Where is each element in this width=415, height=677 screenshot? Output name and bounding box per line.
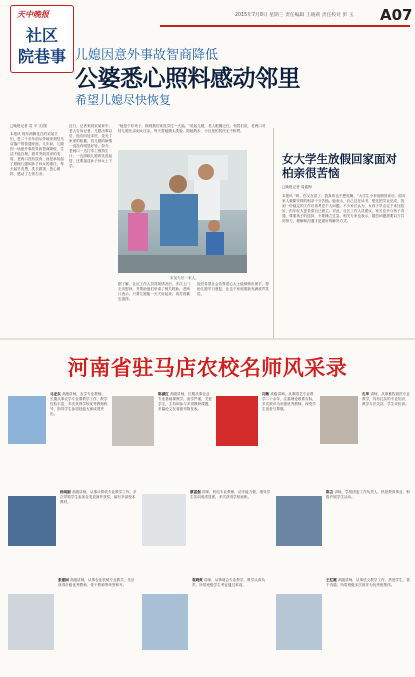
section-logo [10,5,74,73]
main-col-3: “她是个好孩子，嫁到我们家没享过一天福。”说起儿媳，老人眼圈泛红。邻居们说，老两口对待儿媳比亲闺女还亲，每天帮她梳头洗脸，陪她散步，小区里的居民无不称赞。 [118,124,266,133]
teacher-bio: 讲师，从事财会专业教学，教学认真负责，所带班级学生考证通过率高。 [192,578,266,587]
header-rule [160,25,410,27]
teacher-bio: 高级讲师，从事农业机械专业教学，先后获得市级优秀教师、骨干教师等荣誉称号。 [58,578,135,587]
teacher-card [8,578,138,670]
teacher-name: 杨纯刚 [60,490,71,494]
main-headline: 公婆悉心照料感动邻里 [75,66,300,92]
teacher-name: 陈言 [326,490,334,494]
teacher-name: 张建国 [58,578,69,582]
section-rule [0,338,415,340]
side-byline: □晚报记者 周素梅 [282,185,312,189]
teacher-name: 孔华 [362,392,370,396]
teacher-portrait [142,494,186,546]
teacher-card [276,578,410,670]
teacher-name: 闫敏 [262,392,270,396]
teacher-card [8,392,108,482]
teacher-portrait [276,594,322,650]
teacher-bio: 高级讲师，从事语文教学工作，热爱学生，善于沟通，所带班级多次被评为优秀班集体。 [326,578,410,587]
logo-paper-name: 天中晚报 [17,10,49,19]
family-photo-illustration [118,150,247,273]
family-photo [118,150,247,273]
main-kicker: 儿媳因意外事故智商降低 [75,48,219,63]
main-byline: □晚报记者 袁 平 文/图 [10,124,47,128]
photo-caption: 宋某夫妇一家人。 [170,276,199,280]
teacher-portrait [216,396,258,446]
teacher-name: 蔡富强 [190,490,201,494]
teacher-bio: 高级讲师，农学专业教师。长期从事农学专业课教学工作，教学经验丰富，多次获得学校优秀教师称号，指导学生参加技能大赛成绩突出。 [50,392,108,416]
teacher-bio: 高级讲师，从事计算机专业教学工作，多次带领学生参加各类竞赛并获奖，编写多部校本教材。 [60,490,137,504]
teacher-name: 马亚东 [50,392,61,396]
teacher-bio: 高级讲师，从事园艺专业教学二十余年，注重理论联系实际，多次被评为市级优秀教师，深受学生喜爱与尊敬。 [262,392,316,411]
teacher-portrait [320,396,358,444]
main-col-1: 本报讯 现年两鬓花白的宋某夫妇，是二十多年前从外地来到驻马店落户的普通家庭。几年前，儿媳因一场意外事故导致智商降低，生活不能自理。面对突如其来的变故，老两口没有放弃，而是承担起了照顾儿媳和孙子孙女的重任，每天起早贪黑，洗衣做饭，悉心照料，感动了左邻右舍。 [10,132,64,176]
logo-line-1: 社区 [25,26,58,45]
teacher-portrait [276,496,322,546]
column-divider [273,128,274,338]
page-meta: 2015年7月8日 星期三 责任编辑 王晓莉 责任校对 彭 玉 [235,13,354,18]
teacher-portrait [142,594,188,650]
teacher-bio: 讲师，从事畜牧兽医专业教学，具有扎实的专业知识，教学方法灵活，学生评价高。 [362,392,410,406]
teacher-card [112,392,212,482]
teacher-card [8,490,138,568]
teacher-card [142,490,272,568]
side-body: 本报讯 “妈，你又在讲了，我真的也不想见啊。”大学生小李放假回家后，面对家人频繁安排的相亲十分苦恼。她表示，自己还在读书，想先把学业完成，找到一份稳定的工作后再考虑个人问题。不少家长认为，女孩子早点定下来比较好，但年轻人更希望自己做主。对此，社区工作人员建议，家长应多与孩子沟通，尊重孩子的选择，不要操之过急。相关专家也表示，婚恋问题需要双方共同努力，理解和沟通才是最好的解决方式。 [282,194,406,223]
main-col-5: 他们希望社会各界爱心人士能够伸出援手，帮助儿媳早日康复，让这个家庭重新充满欢声笑语。 [197,282,269,296]
side-headline: 女大学生放假回家面对柏亲很苦恼 [282,152,397,180]
teacher-portrait [112,396,154,446]
logo-line-2: 院巷事 [17,47,66,66]
teacher-name: 袁晓爽 [192,578,203,582]
page-number: A07 [380,6,413,24]
main-col-2: 近日，记者来到宋某家中。老人告诉记者，儿媳出事以后，他们四处求医，花光了家里的积蓄，但儿媳的病情一直没有明显好转。如今，老两口一边打零工维持生计，一边照顾儿媳的饮食起居，还要接送孙子孙女上下学。 [69,124,113,168]
teacher-card [276,490,410,568]
teacher-portrait [8,396,46,444]
teacher-portrait [8,496,56,546]
teacher-portrait [8,594,54,650]
teacher-name: 王红霞 [326,578,337,582]
main-col-4: 据了解，社区工作人员得知情况后，多次上门走访慰问，并帮助他们申请了相关救助。老两口表示，只要儿媳能一天天好起来，再苦再累也值得。 [118,282,190,301]
main-subhead: 希望儿媳尽快恢复 [75,93,172,107]
teacher-bio: 讲师，学校团委工作负责人，热爱教育事业，积极开展学生活动。 [326,490,410,499]
teacher-bio: 讲师，机电专业教师，动手能力强，指导学生实训成绩显著，多次获得学校表彰。 [190,490,271,499]
teacher-card [142,578,272,670]
teacher-card [216,392,316,482]
teachers-banner: 河南省驻马店农校名师风采录 [67,356,348,380]
teacher-bio: 高级讲师，长期从事农业专业基础课教学，治学严谨，关爱学生，主持和参与多项教研课题，多篇论文在省级刊物发表。 [158,392,212,411]
teacher-name: 陈淑红 [158,392,169,396]
teacher-card [320,392,410,482]
